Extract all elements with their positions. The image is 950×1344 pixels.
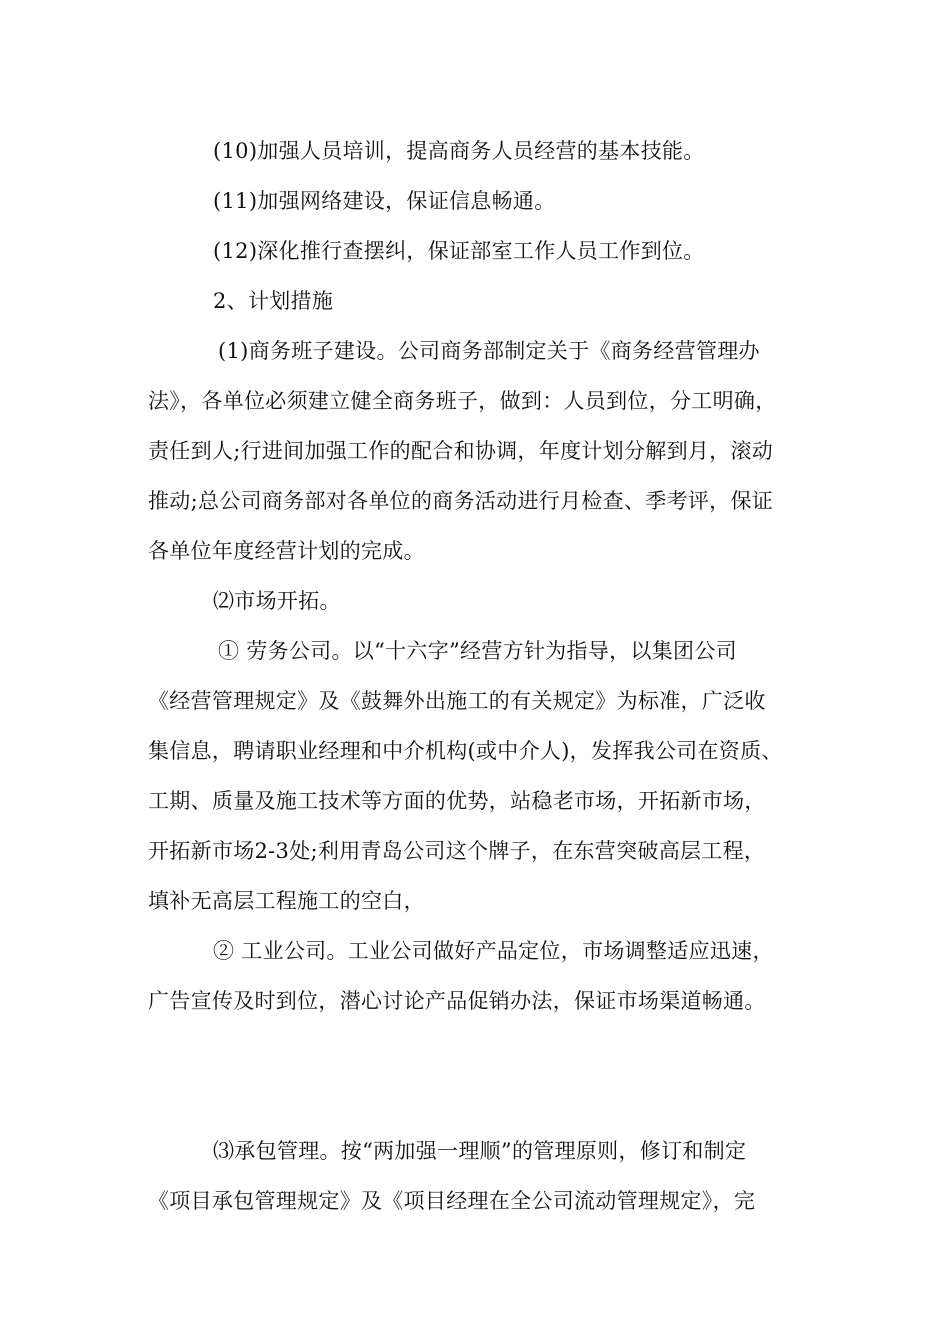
paragraph-line-labor-company: 工期、质量及施工技术等方面的优势，站稳老市场，开拓新市场，: [148, 789, 766, 813]
paragraph-line-contract-management: 《项目承包管理规定》及《项目经理在全公司流动管理规定》，完: [148, 1189, 756, 1213]
paragraph-line-market-expansion: ⑵市场开拓。: [213, 589, 341, 613]
paragraph-line-contract-management: ⑶承包管理。按“两加强一理顺”的管理原则，修订和制定: [213, 1139, 747, 1163]
paragraph-line-measure-1: (1)商务班子建设。公司商务部制定关于《商务经营管理办: [218, 339, 760, 363]
paragraph-line-measure-1: 各单位年度经营计划的完成。: [148, 539, 425, 563]
paragraph-line-labor-company: 填补无高层工程施工的空白，: [148, 889, 425, 913]
paragraph-line-labor-company: 《经营管理规定》及《鼓舞外出施工的有关规定》为标准，广泛收: [148, 689, 766, 713]
paragraph-line-measure-1: 责任到人;行进间加强工作的配合和协调，年度计划分解到月，滚动: [148, 439, 774, 463]
paragraph-line-labor-company: 集信息，聘请职业经理和中介机构(或中介人)，发挥我公司在资质、: [148, 739, 783, 763]
section-heading-plan-measures: 2、计划措施: [213, 289, 334, 313]
paragraph-line-item-11: (11)加强网络建设，保证信息畅通。: [213, 189, 556, 213]
paragraph-line-industrial-company: 广告宣传及时到位，潜心讨论产品促销办法，保证市场渠道畅通。: [148, 989, 766, 1013]
paragraph-line-measure-1: 推动;总公司商务部对各单位的商务活动进行月检查、季考评，保证: [148, 489, 774, 513]
paragraph-line-measure-1: 法》，各单位必须建立健全商务班子，做到：人员到位，分工明确，: [148, 389, 777, 413]
paragraph-line-industrial-company: ② 工业公司。工业公司做好产品定位，市场调整适应迅速，: [213, 939, 774, 963]
paragraph-line-item-12: (12)深化推行查摆纠，保证部室工作人员工作到位。: [213, 239, 705, 263]
paragraph-line-labor-company: ① 劳务公司。以“十六字”经营方针为指导，以集团公司: [218, 639, 737, 663]
paragraph-line-item-10: (10)加强人员培训，提高商务人员经营的基本技能。: [213, 139, 705, 163]
paragraph-line-labor-company: 开拓新市场2-3处;利用青岛公司这个牌子，在东营突破高层工程，: [148, 839, 766, 863]
